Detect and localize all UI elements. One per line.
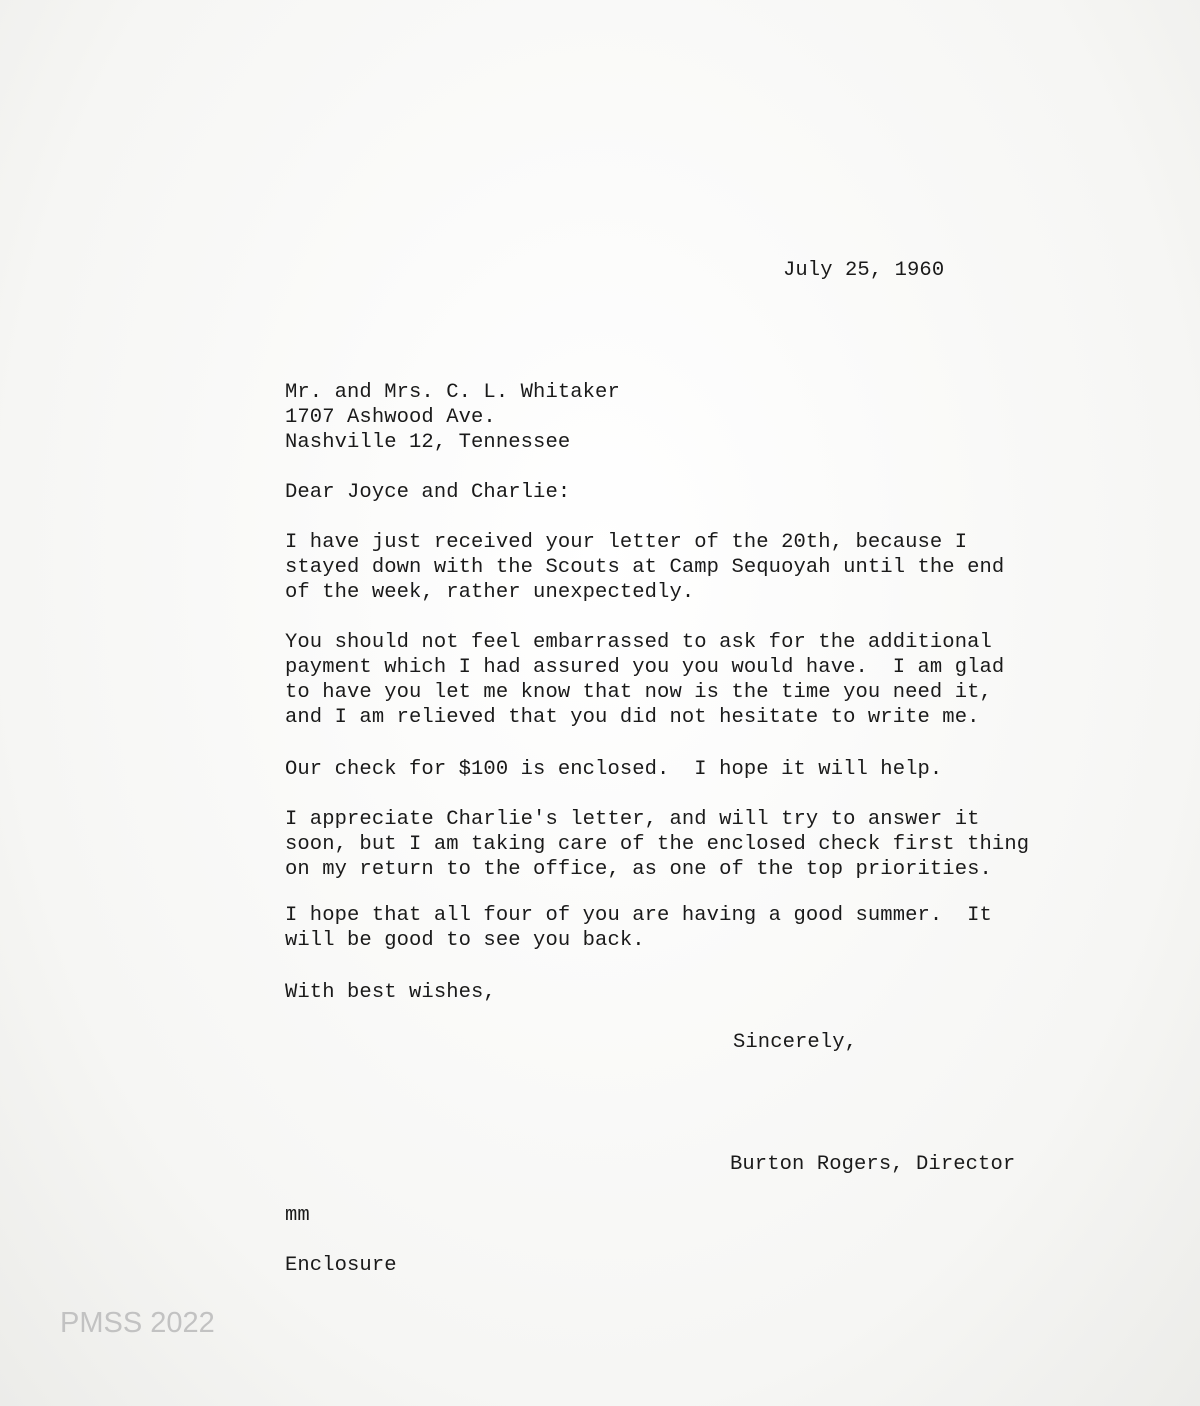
paragraph-4-line: I appreciate Charlie's letter, and will try to answer it: [285, 808, 980, 831]
closing-line: With best wishes,: [285, 981, 496, 1004]
paragraph-2-line: payment which I had assured you you would have. I am glad: [285, 656, 1005, 679]
signature-block: Burton Rogers, Director: [730, 1153, 1016, 1176]
paragraph-1-line: I have just received your letter of the 20th, because I: [285, 531, 968, 554]
letter-date: July 25, 1960: [783, 259, 945, 282]
paragraph-1-line: stayed down with the Scouts at Camp Sequoyah until the end: [285, 556, 1005, 579]
paragraph-1-line: of the week, rather unexpectedly.: [285, 581, 695, 604]
closing: Sincerely,: [733, 1031, 858, 1054]
paragraph-5-line: will be good to see you back.: [285, 929, 645, 952]
paragraph-4-line: on my return to the office, as one of the top priorities.: [285, 858, 992, 881]
archive-watermark: PMSS 2022: [60, 1307, 215, 1339]
paragraph-4-line: soon, but I am taking care of the enclosed check first thing: [285, 833, 1030, 856]
typist-initials: mm: [285, 1204, 310, 1227]
paragraph-2-line: You should not feel embarrassed to ask for the additional: [285, 631, 992, 654]
salutation: Dear Joyce and Charlie:: [285, 481, 571, 504]
paragraph-5-line: I hope that all four of you are having a good summer. It: [285, 904, 992, 927]
paragraph-2-line: and I am relieved that you did not hesitate to write me.: [285, 706, 980, 729]
recipient-name: Mr. and Mrs. C. L. Whitaker: [285, 381, 620, 404]
recipient-city: Nashville 12, Tennessee: [285, 431, 571, 454]
enclosure-note: Enclosure: [285, 1254, 397, 1277]
paragraph-2-line: to have you let me know that now is the time you need it,: [285, 681, 992, 704]
paragraph-3-line: Our check for $100 is enclosed. I hope it will help.: [285, 758, 943, 781]
recipient-street: 1707 Ashwood Ave.: [285, 406, 496, 429]
